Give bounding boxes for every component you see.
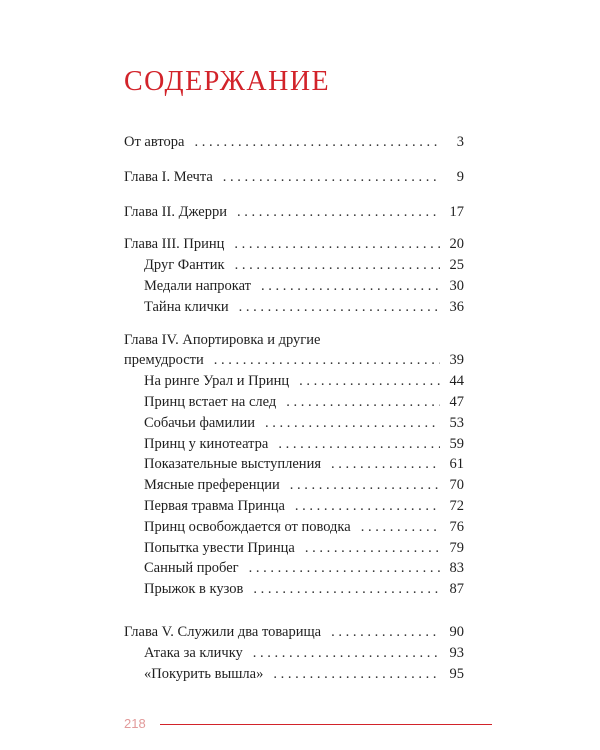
toc-entry-label: Глава V. Служили два товарища (124, 623, 322, 640)
toc-entry-label: Принц у кинотеатра (144, 435, 269, 452)
leader-dots (361, 517, 440, 538)
toc-subentry[interactable] (124, 454, 464, 475)
toc-subentry[interactable] (124, 255, 464, 276)
leader-dots (235, 255, 440, 276)
toc-entry-page: 20 (449, 236, 464, 253)
toc-entry-page: 25 (449, 257, 464, 274)
toc-entry-page: 53 (449, 414, 464, 431)
toc-entry-label: Тайна клички (144, 298, 229, 315)
toc-subentry[interactable] (124, 297, 464, 318)
toc-entry-label: Медали напрокат (144, 277, 251, 294)
leader-dots (249, 558, 440, 579)
toc-entry-page: 87 (449, 581, 464, 598)
toc-entry-label: Глава I. Мечта (124, 168, 213, 185)
toc-entry-label: Атака за кличку (144, 644, 243, 661)
toc-subentry[interactable] (124, 475, 464, 496)
toc-entry-page: 30 (449, 277, 464, 294)
leader-dots (278, 434, 440, 455)
toc-entry-label: Принц освобождается от поводка (144, 518, 351, 535)
page-title: СОДЕРЖАНИЕ (124, 66, 331, 97)
toc-entry-page: 9 (456, 168, 464, 185)
toc-entry-page: 90 (449, 623, 464, 640)
footer-page-number: 218 (124, 716, 146, 731)
toc-entry-label: Глава II. Джерри (124, 203, 228, 220)
toc-entry-label: От автора (124, 134, 185, 150)
leader-dots (214, 350, 440, 371)
leader-dots (239, 297, 440, 318)
toc-entry-label: Первая травма Принца (144, 497, 285, 514)
toc-subentry[interactable] (124, 371, 464, 392)
toc-entry-label: премудрости (124, 352, 204, 369)
toc-entry-page: 76 (449, 518, 464, 535)
leader-dots (237, 202, 440, 223)
toc-entry-page: 70 (449, 477, 464, 494)
toc-entry-chapter-3[interactable] (124, 234, 464, 255)
leader-dots (305, 538, 440, 559)
toc-subentry[interactable] (124, 517, 464, 538)
leader-dots (261, 276, 440, 297)
leader-dots (273, 664, 440, 685)
toc-entry-chapter-1[interactable] (124, 167, 464, 188)
toc-subentry[interactable] (124, 643, 464, 664)
leader-dots (253, 643, 440, 664)
toc-entry-label: Принц встает на след (144, 393, 277, 410)
table-of-contents (124, 128, 464, 684)
toc-subentry[interactable] (124, 664, 464, 685)
toc-entry-page: 61 (449, 456, 464, 473)
leader-dots (295, 496, 440, 517)
toc-entry-page: 17 (449, 203, 464, 220)
toc-subentry[interactable] (124, 579, 464, 600)
leader-dots (290, 475, 440, 496)
toc-entry-label: Собачьи фамилии (144, 414, 255, 431)
toc-entry-label: Санный пробег (144, 560, 239, 577)
toc-subentry[interactable] (124, 413, 464, 434)
leader-dots (299, 371, 440, 392)
leader-dots (331, 622, 440, 643)
toc-entry-label: Показательные выступления (144, 456, 321, 473)
toc-entry-page: 72 (449, 497, 464, 514)
toc-entry-label: На ринге Урал и Принц (144, 373, 290, 390)
toc-entry-label: Прыжок в кузов (144, 581, 244, 598)
toc-subentry[interactable] (124, 434, 464, 455)
leader-dots (265, 413, 440, 434)
toc-entry-label: «Покурить вышла» (144, 665, 264, 682)
toc-entry-page: 59 (449, 435, 464, 452)
toc-entry-page: 39 (449, 352, 464, 369)
toc-entry-label: Друг Фантик (144, 257, 225, 274)
toc-entry-page: 83 (449, 560, 464, 577)
leader-dots (223, 167, 440, 188)
toc-entry-label: Попытка увести Принца (144, 539, 295, 556)
toc-entry-label: Глава III. Принц (124, 236, 225, 253)
leader-dots (331, 454, 440, 475)
toc-subentry[interactable] (124, 538, 464, 559)
toc-entry-page: 3 (456, 134, 464, 150)
toc-entry-page: 79 (449, 539, 464, 556)
toc-entry-page: 36 (449, 298, 464, 315)
toc-entry-chapter-5[interactable] (124, 622, 464, 643)
toc-entry-chapter-2[interactable] (124, 202, 464, 223)
toc-entry-label: Мясные преференции (144, 477, 280, 494)
leader-dots (286, 392, 440, 413)
toc-entry-author[interactable] (124, 132, 464, 153)
footer-rule (160, 724, 492, 725)
toc-subentry[interactable] (124, 558, 464, 579)
leader-dots (194, 132, 440, 153)
toc-entry-page: 95 (449, 665, 464, 682)
leader-dots (253, 579, 440, 600)
toc-subentry[interactable] (124, 496, 464, 517)
toc-entry-chapter-4[interactable] (124, 350, 464, 371)
leader-dots (234, 234, 440, 255)
toc-subentry[interactable] (124, 392, 464, 413)
toc-entry-chapter-4-line1[interactable]: Глава IV. Апортировка и другие (124, 331, 321, 348)
toc-entry-page: 47 (449, 393, 464, 410)
toc-entry-page: 44 (449, 373, 464, 390)
toc-entry-page: 93 (449, 644, 464, 661)
toc-subentry[interactable] (124, 276, 464, 297)
